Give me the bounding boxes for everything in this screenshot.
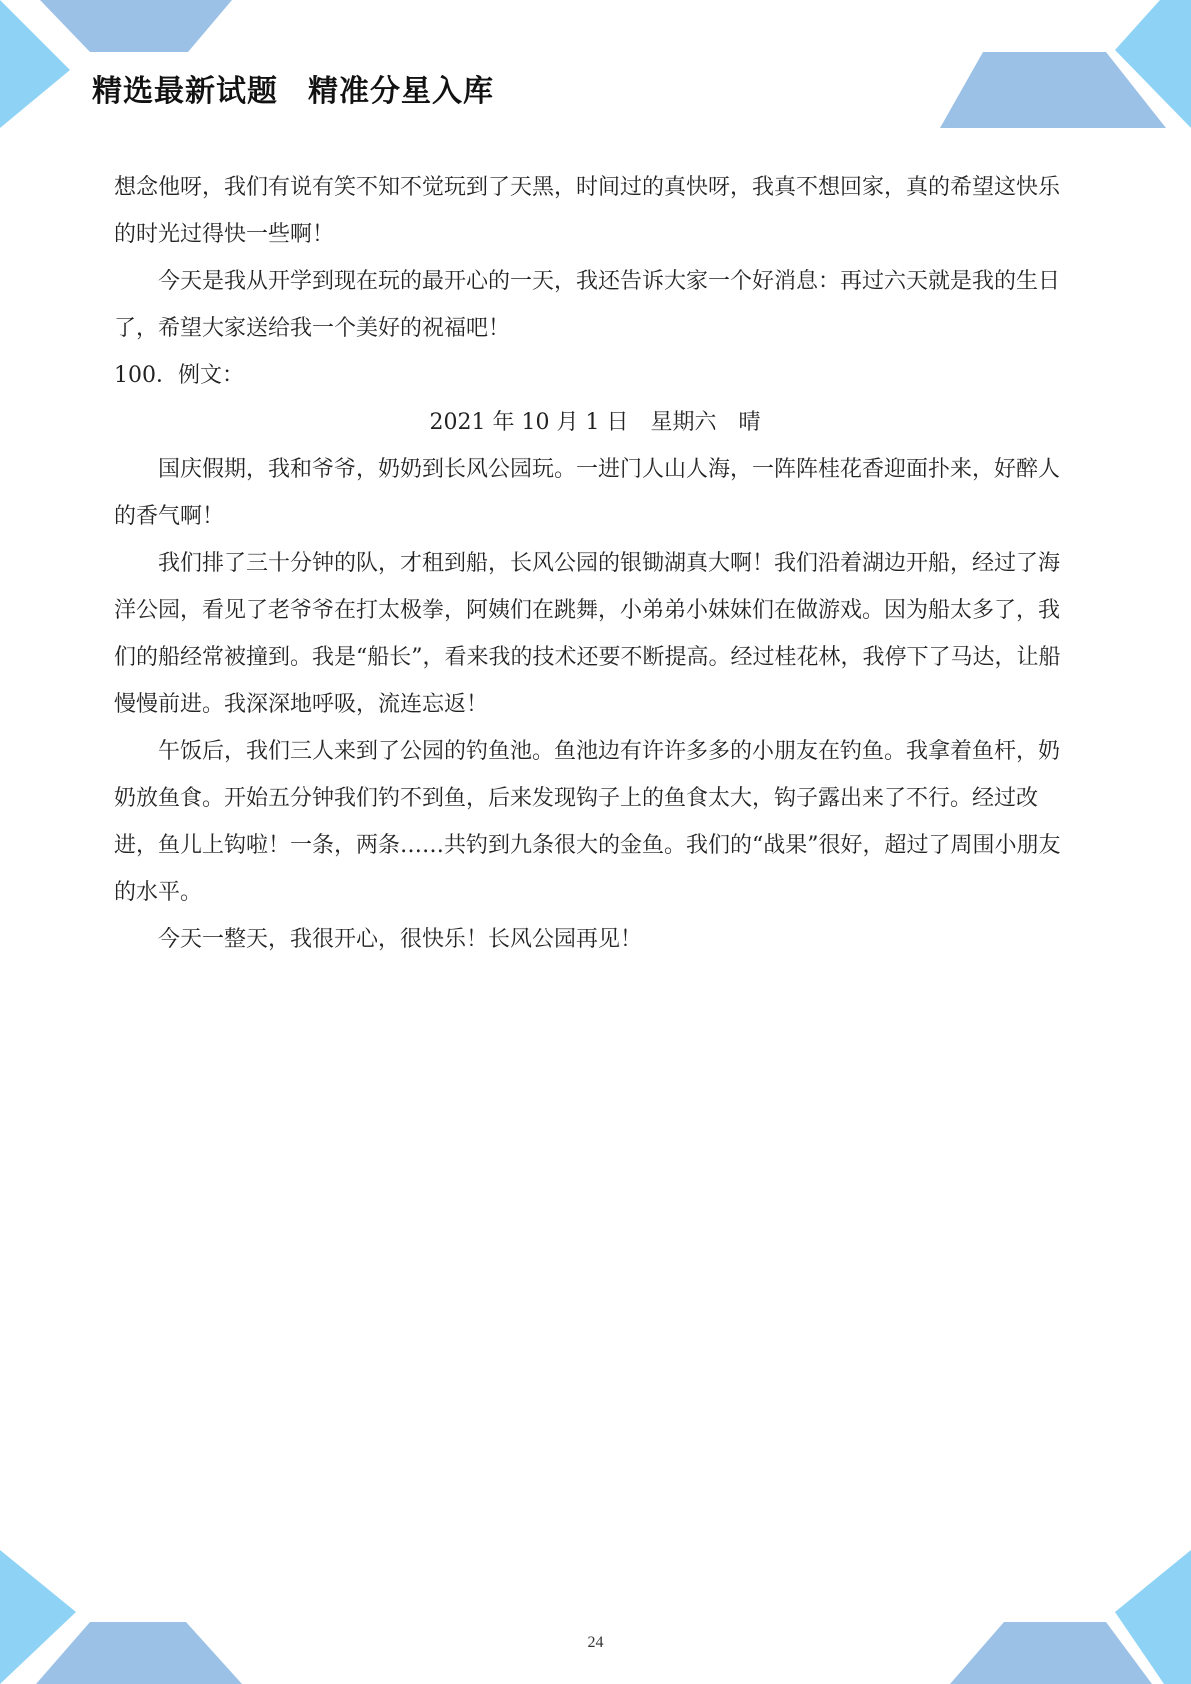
- document-body: [114, 164, 1076, 963]
- header-title-right: 精准分星入库: [308, 74, 494, 109]
- section-label: 100．例文：: [114, 363, 244, 388]
- paragraph: 今天是我从开学到现在玩的最开心的一天，我还告诉大家一个好消息：再过六天就是我的生日了，希望大家送给我一个美好的祝福吧！: [114, 269, 1061, 341]
- bottom-right-triangle: [1115, 1550, 1191, 1684]
- header-title-left: 精选最新试题: [92, 74, 278, 109]
- essay-date-line: 2021 年 10 月 1 日 星期六 晴: [429, 410, 761, 435]
- paragraph: 今天一整天，我很开心，很快乐！长风公园再见！: [158, 927, 643, 952]
- top-left-triangle: [0, 0, 70, 128]
- page-number: 24: [587, 1634, 604, 1651]
- header-title: [92, 66, 494, 110]
- paragraph: 我们排了三十分钟的队，才租到船，长风公园的银锄湖真大啊！我们沿着湖边开船，经过了海洋公园，看见了老爷爷在打太极拳，阿姨们在跳舞，小弟弟小妹妹们在做游戏。因为船太多了，我们的船经常被撞到。我是“船长”，看来我的技术还要不断提高。经过桂花林，我停下了马达，让船慢慢前进。我深深地呼吸，流连忘返！: [114, 551, 1061, 717]
- paragraph: 午饭后，我们三人来到了公园的钓鱼池。鱼池边有许许多多的小朋友在钓鱼。我拿着鱼杆，奶奶放鱼食。开始五分钟我们钓不到鱼，后来发现钩子上的鱼食太大，钩子露出来了不行。经过改进，鱼儿上钩啦！一条，两条……共钓到九条很大的金鱼。我们的“战果”很好，超过了周围小朋友的水平。: [114, 739, 1061, 905]
- bottom-left-trapezoid: [36, 1622, 242, 1684]
- paragraph: 国庆假期，我和爷爷，奶奶到长风公园玩。一进门人山人海，一阵阵桂花香迎面扑来，好醉人的香气啊！: [114, 457, 1061, 529]
- paragraph-continuation: 想念他呀，我们有说有笑不知不觉玩到了天黑，时间过的真快呀，我真不想回家，真的希望这快乐的时光过得快一些啊！: [114, 175, 1061, 247]
- bottom-right-trapezoid: [950, 1622, 1152, 1684]
- top-left-trapezoid: [40, 0, 232, 52]
- top-right-triangle: [1115, 0, 1191, 128]
- bottom-left-triangle: [0, 1550, 76, 1684]
- top-right-trapezoid: [940, 52, 1166, 128]
